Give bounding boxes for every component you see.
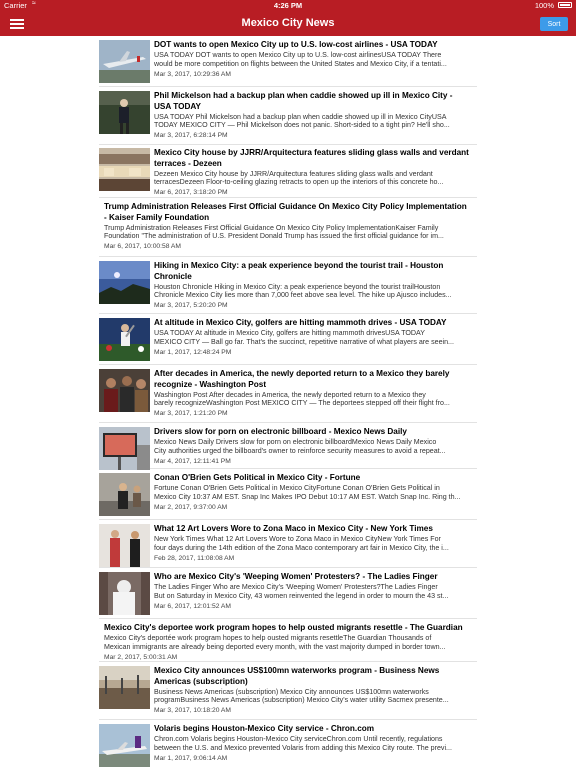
snippet-line: four days during the 14th edition of the Zona Maco contemporary art fair in Mexico City, the i... bbox=[154, 543, 449, 552]
snippet-line: Trump Administration Releases First Official Guidance On Mexico City Policy ImplementationKaiser Family bbox=[104, 223, 439, 232]
news-item[interactable] bbox=[99, 88, 477, 145]
news-date: Mar 1, 2017, 9:06:14 AM bbox=[154, 754, 228, 762]
news-date: Mar 3, 2017, 10:29:36 AM bbox=[154, 70, 231, 78]
news-feed[interactable] bbox=[0, 36, 576, 768]
news-item[interactable] bbox=[99, 721, 477, 768]
headline-line: DOT wants to open Mexico City up to U.S. low-cost airlines - USA TODAY bbox=[154, 40, 438, 49]
headline-line: Americas (subscription) bbox=[154, 676, 248, 686]
news-date: Mar 6, 2017, 3:18:20 PM bbox=[154, 189, 228, 197]
snippet-line: Mexican immigrants are already being deported every month, with the vast majority dumped in border town... bbox=[104, 642, 446, 651]
news-snippet bbox=[154, 391, 477, 409]
news-headline[interactable] bbox=[154, 524, 477, 535]
news-headline[interactable] bbox=[154, 91, 477, 112]
headline-line: Volaris begins Houston-Mexico City service - Chron.com bbox=[154, 724, 375, 733]
news-snippet bbox=[154, 51, 477, 69]
snippet-line: MEXICO CITY — Ball go far. That's the succinct, repetitive narrative of what players are seein... bbox=[154, 337, 454, 346]
page-title: Mexico City News bbox=[241, 17, 335, 29]
sort-button[interactable]: Sort bbox=[540, 17, 568, 31]
battery-percent: 100% bbox=[534, 1, 554, 10]
news-snippet bbox=[154, 583, 477, 601]
snippet-line: But on Saturday in Mexico City, 43 women reinvented the legend in order to mourn the 43 st... bbox=[154, 591, 449, 600]
news-date: Mar 3, 2017, 5:20:20 PM bbox=[154, 302, 228, 310]
news-snippet bbox=[154, 438, 477, 456]
snippet-line: City authorities urged the billboard's owner to reinforce security measures to avoid a repeat... bbox=[154, 446, 446, 455]
battery-icon bbox=[558, 2, 572, 8]
news-snippet bbox=[154, 283, 477, 301]
news-thumbnail bbox=[99, 572, 150, 615]
headline-line: terraces - Dezeen bbox=[154, 158, 222, 168]
news-thumbnail bbox=[99, 40, 150, 83]
news-date: Mar 6, 2017, 12:01:52 AM bbox=[154, 602, 231, 610]
news-headline[interactable] bbox=[154, 427, 477, 438]
headline-line: Chronicle bbox=[154, 271, 192, 281]
snippet-line: would be more competition on flights between the United States and Mexico City, if a tentati... bbox=[154, 59, 447, 68]
snippet-line: USA TODAY DOT wants to open Mexico City up to U.S. low-cost airlinesUSA TODAY There bbox=[154, 51, 442, 59]
news-thumbnail bbox=[99, 427, 150, 470]
snippet-line: USA TODAY At altitude in Mexico City, golfers are hitting mammoth drivesUSA TODAY bbox=[154, 329, 425, 337]
snippet-line: Chron.com Volaris begins Houston-Mexico City serviceChron.com Until recently, regulations bbox=[154, 735, 443, 743]
news-thumbnail bbox=[99, 261, 150, 304]
news-item[interactable] bbox=[99, 620, 477, 662]
snippet-line: Dezeen Mexico City house by JJRR/Arquitectura features sliding glass walls and verdant bbox=[154, 169, 433, 178]
headline-line: Hiking in Mexico City: a peak experience beyond the tourist trail - Houston bbox=[154, 261, 444, 270]
news-headline[interactable] bbox=[154, 148, 477, 169]
news-thumbnail bbox=[99, 148, 150, 191]
snippet-line: Mexico City's deportée work program hopes to help ousted migrants resettleThe Guardian Thousands of bbox=[104, 634, 432, 642]
news-date: Mar 1, 2017, 12:48:24 PM bbox=[154, 348, 232, 356]
news-headline[interactable] bbox=[104, 202, 477, 223]
news-snippet bbox=[154, 113, 477, 131]
snippet-line: Business News Americas (subscription) Mexico City announces US$100mn waterworks bbox=[154, 687, 429, 696]
news-snippet bbox=[154, 329, 477, 347]
news-snippet bbox=[154, 688, 477, 706]
news-date: Mar 2, 2017, 5:00:31 AM bbox=[104, 653, 178, 661]
news-headline[interactable] bbox=[104, 623, 477, 634]
snippet-line: Fortune Conan O'Brien Gets Political in Mexico CityFortune Conan O'Brien Gets Political in bbox=[154, 484, 440, 492]
snippet-line: programBusiness News Americas (subscription) Mexico City's water utility Sacmex presente... bbox=[154, 696, 449, 705]
headline-line: USA TODAY bbox=[154, 101, 202, 111]
news-item[interactable] bbox=[99, 258, 477, 314]
news-item[interactable] bbox=[99, 37, 477, 87]
news-snippet bbox=[154, 735, 477, 753]
snippet-line: between the U.S. and Mexico prevented Volaris from adding this Mexico City route. The previ... bbox=[154, 743, 452, 752]
news-item[interactable] bbox=[99, 663, 477, 720]
news-thumbnail bbox=[99, 524, 150, 567]
news-snippet bbox=[154, 170, 477, 188]
news-snippet bbox=[154, 535, 477, 553]
news-thumbnail bbox=[99, 724, 150, 767]
snippet-line: Mexico City 10:37 AM EST. Snap Inc Makes IPO Debut 10:17 AM EST. Watch Snap Inc. Ring th... bbox=[154, 492, 461, 501]
news-date: Feb 28, 2017, 11:08:08 AM bbox=[154, 554, 235, 562]
news-headline[interactable] bbox=[154, 473, 477, 484]
news-headline[interactable] bbox=[154, 318, 477, 329]
news-item[interactable] bbox=[99, 366, 477, 423]
news-headline[interactable] bbox=[154, 40, 477, 51]
news-snippet bbox=[154, 484, 477, 502]
news-date: Mar 4, 2017, 12:11:41 PM bbox=[154, 457, 231, 465]
snippet-line: terracesDezeen Floor-to-ceiling glazing retracts to open up the interiors of this concrete ho... bbox=[154, 178, 444, 187]
snippet-line: The Ladies Finger Who are Mexico City's 'Weeping Women' Protesters?The Ladies Finger bbox=[154, 583, 438, 591]
news-thumbnail bbox=[99, 318, 150, 361]
headline-line: What 12 Art Lovers Wore to Zona Maco in Mexico City - New York Times bbox=[154, 524, 433, 533]
headline-line: Trump Administration Releases First Official Guidance On Mexico City Policy Implementation bbox=[104, 202, 467, 211]
headline-line: After decades in America, the newly deported return to a Mexico they barely bbox=[154, 369, 450, 378]
headline-line: Mexico City's deportee work program hopes to help ousted migrants resettle - The Guardian bbox=[104, 623, 463, 632]
news-headline[interactable] bbox=[154, 369, 477, 390]
news-date: Mar 2, 2017, 9:37:00 AM bbox=[154, 503, 228, 511]
navigation-bar bbox=[0, 12, 576, 36]
news-item[interactable] bbox=[99, 521, 477, 568]
headline-line: Who are Mexico City's 'Weeping Women' Protesters? - The Ladies Finger bbox=[154, 572, 438, 581]
headline-line: At altitude in Mexico City, golfers are hitting mammoth drives - USA TODAY bbox=[154, 318, 447, 327]
news-date: Mar 3, 2017, 1:21:20 PM bbox=[154, 410, 228, 418]
headline-line: Drivers slow for porn on electronic billboard - Mexico News Daily bbox=[154, 427, 407, 436]
snippet-line: barely recognizeWashington Post MEXICO CITY — The deportees stepped off their flight fro... bbox=[154, 399, 450, 408]
snippet-line: TODAY MEXICO CITY — Phil Mickelson does not panic. Short-sided to a tight pin? He'll sho... bbox=[154, 121, 450, 130]
news-item[interactable] bbox=[99, 145, 477, 198]
news-item[interactable] bbox=[99, 569, 477, 619]
snippet-line: Foundation "The administration of U.S. President Donald Trump has issued the first official guidance for im... bbox=[104, 232, 444, 241]
news-headline[interactable] bbox=[154, 724, 477, 735]
headline-line: Conan O'Brien Gets Political in Mexico City - Fortune bbox=[154, 473, 361, 482]
news-item[interactable] bbox=[99, 424, 477, 469]
snippet-line: Washington Post After decades in America, the newly deported return to a Mexico they bbox=[154, 390, 426, 399]
headline-line: recognize - Washington Post bbox=[154, 379, 267, 389]
news-item[interactable] bbox=[99, 315, 477, 365]
news-date: Mar 3, 2017, 6:28:14 PM bbox=[154, 132, 228, 140]
headline-line: Mexico City announces US$100mn waterworks program - Business News bbox=[154, 666, 440, 675]
news-headline[interactable] bbox=[154, 261, 477, 282]
headline-line: Mexico City house by JJRR/Arquitectura features sliding glass walls and verdant bbox=[154, 148, 469, 157]
headline-line: Phil Mickelson had a backup plan when caddie showed up ill in Mexico City - bbox=[154, 91, 453, 100]
snippet-line: Houston Chronicle Hiking in Mexico City: a peak experience beyond the tourist trailHouston bbox=[154, 282, 441, 291]
news-thumbnail bbox=[99, 666, 150, 709]
snippet-line: New York Times What 12 Art Lovers Wore to Zona Maco in Mexico CityNew York Times For bbox=[154, 535, 441, 543]
snippet-line: Mexico News Daily Drivers slow for porn on electronic billboardMexico News Daily Mexico bbox=[154, 438, 437, 446]
status-time: 4:26 PM bbox=[273, 1, 303, 10]
wifi-icon: ≈ bbox=[32, 0, 36, 7]
status-bar bbox=[0, 0, 576, 12]
news-item[interactable] bbox=[99, 199, 477, 257]
news-date: Mar 6, 2017, 10:00:58 AM bbox=[104, 243, 181, 251]
news-thumbnail bbox=[99, 473, 150, 516]
headline-line: - Kaiser Family Foundation bbox=[104, 212, 210, 222]
news-headline[interactable] bbox=[154, 572, 477, 583]
news-item[interactable] bbox=[99, 470, 477, 520]
news-thumbnail bbox=[99, 91, 150, 134]
news-snippet bbox=[104, 224, 477, 242]
news-headline[interactable] bbox=[154, 666, 477, 687]
news-thumbnail bbox=[99, 369, 150, 412]
news-snippet bbox=[104, 634, 477, 652]
snippet-line: Chronicle Mexico City lies more than 7,000 feet above sea level. The hike up Ajusco includes... bbox=[154, 291, 452, 300]
carrier-label: Carrier bbox=[4, 1, 27, 10]
news-date: Mar 3, 2017, 10:18:20 AM bbox=[154, 707, 231, 715]
snippet-line: USA TODAY Phil Mickelson had a backup plan when caddie showed up ill in Mexico CityUSA bbox=[154, 112, 447, 121]
